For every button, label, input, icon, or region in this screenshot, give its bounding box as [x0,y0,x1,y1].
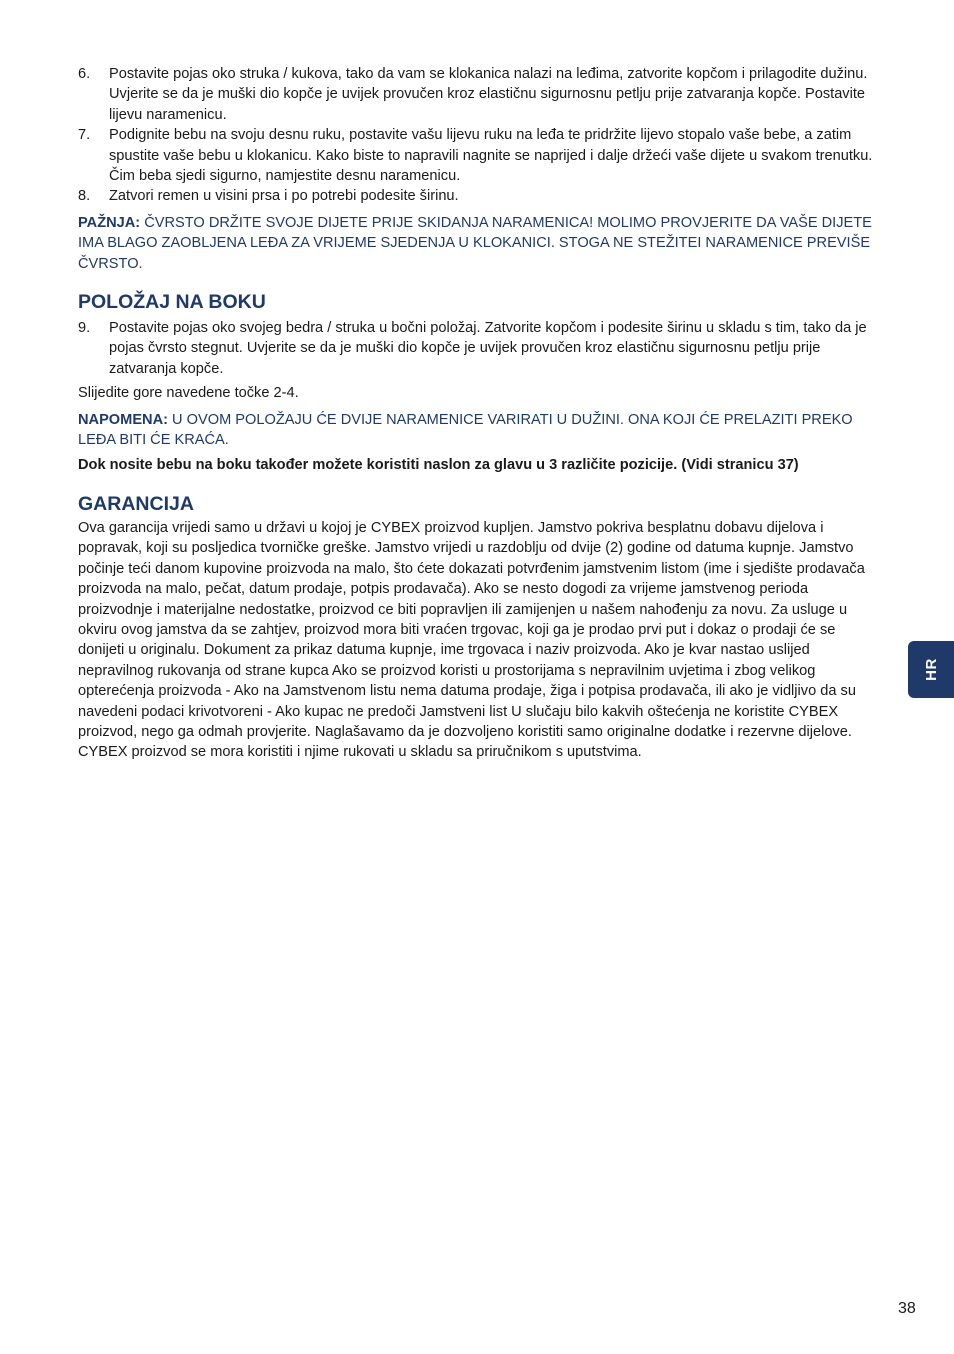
step-text: Podignite bebu na svoju desnu ruku, postavite vašu lijevu ruku na leđa te pridržite lijevo stopalo vaše bebe, a zatim spustite vaše bebu u klokanicu. Kako biste to napravili nagnite se naprijed i dalje držeći vaše dijete u svakom trenutku. Čim beba sjedi sigurno, namjestite desnu naramenicu. [109,127,873,185]
note-text: U OVOM POLOŽAJU ĆE DVIJE NARAMENICE VARIRATI U DUŽINI. ONA KOJI ĆE PRELAZITI PREKO LEĐA BITI ĆE KRAĆA. [78,411,853,449]
side-position-heading: POLOŽAJ NA BOKU [78,291,266,314]
page-content [78,64,878,763]
warranty-text: Ova garancija vrijedi samo u državi u kojoj je CYBEX proizvod kupljen. Jamstvo pokriva besplatnu dobavu dijelova i popravak, koji su posljedica tvorničke greške. Jamstvo vrijedi u razdoblju od dvije (2) godine od datuma kupnje. Jamstvo počinje teći danom kupovine proizvoda na malo, što ćete dokazati potvrđenim jamstvenim listom (ime i sjedište prodavača proizvoda na malo, pečat, datum prodaje, potpis prodavača). Ako se nesto dogodi za vrijeme jamstvenog perioda proizvodnje i materijalne nedostatke, proizvod ce biti popravljen ili zamijenjen u našem nahođenju za novu. Za usluge u okviru ovog jamstva da se zahtjev, proizvod mora biti vraćen trgovac, koji ga je prodao prvi put i dokaz o prodaji će se donijeti u originalu. Dokument za prikaz datuma kupnje, ime trgovaca i naziv proizvoda. Ako je kvar nastao uslijed nepravilnog rukovanja od strane kupca Ako se proizvod koristi u prostorijama s nepravilnim uvjetima i zbog velikog opterećenja proizvoda - Ako na Jamstvenom listu nema datuma prodaje, žiga i potpisa prodavača, ili ako je vidljivo da su navedeni podaci krivotvoreni - Ako kupac ne predoči Jamstveni list U slučaju bilo kakvih oštećenja ne koristite CYBEX proizvod, nego ga odmah provjerite. Naglašavamo da je dozvoljeno koristiti samo originalne dodatke i rezervne dijelove. CYBEX proizvod se mora koristiti i njime rukovati u skladu sa priručnikom s uputstvima. [78,519,865,761]
warning-label: PAŽNJA: [78,214,141,231]
step-6 [78,64,878,125]
step-text: Zatvori remen u visini prsa i po potrebi podesite širinu. [109,188,459,205]
step-9 [78,318,878,379]
step-number: 9. [78,320,91,337]
warranty-heading: GARANCIJA [78,492,194,515]
page-number: 38 [898,1300,916,1317]
step-8 [78,186,878,206]
headrest-note: Dok nosite bebu na boku također možete koristiti naslon za glavu u 3 različite pozicije. (Vidi stranicu 37) [78,456,799,473]
language-tab [908,641,954,698]
note-label: NAPOMENA: [78,411,168,428]
warning-notice [78,213,878,274]
step-7 [78,125,878,186]
step-number: 7. [78,127,91,144]
step-text: Postavite pojas oko svojeg bedra / struka u bočni položaj. Zatvorite kopčom i podesite širinu u skladu s tim, tako da je pojas čvrsto stegnut. Uvjerite se da je muški dio kopče je uvijek provučen kroz elastičnu sigurnosnu petlju prije zatvaranja kopče. [109,320,867,377]
warning-text: ČVRSTO DRŽITE SVOJE DIJETE PRIJE SKIDANJA NARAMENICA! MOLIMO PROVJERITE DA VAŠE DIJETE IMA BLAGO ZAOBLJENA LEĐA ZA VRIJEME SJEDENJA U KLOKANICI. STOGA NE STEŽITEI NARAMENICE PREVIŠE ČVRSTO. [78,214,872,272]
follow-steps-text: Slijedite gore navedene točke 2-4. [78,385,299,402]
note-notice [78,410,878,451]
step-number: 8. [78,188,91,205]
step-text: Postavite pojas oko struka / kukova, tako da vam se klokanica nalazi na leđima, zatvorite kopčom i prilagodite dužinu. Uvjerite se da je muški dio kopče je uvijek provučen kroz elastičnu sigurnosnu petlju prije zatvaranja kopče. Postavite lijevu naramenicu. [109,66,868,123]
language-tab-label: HR [922,658,940,681]
step-number: 6. [78,66,91,82]
